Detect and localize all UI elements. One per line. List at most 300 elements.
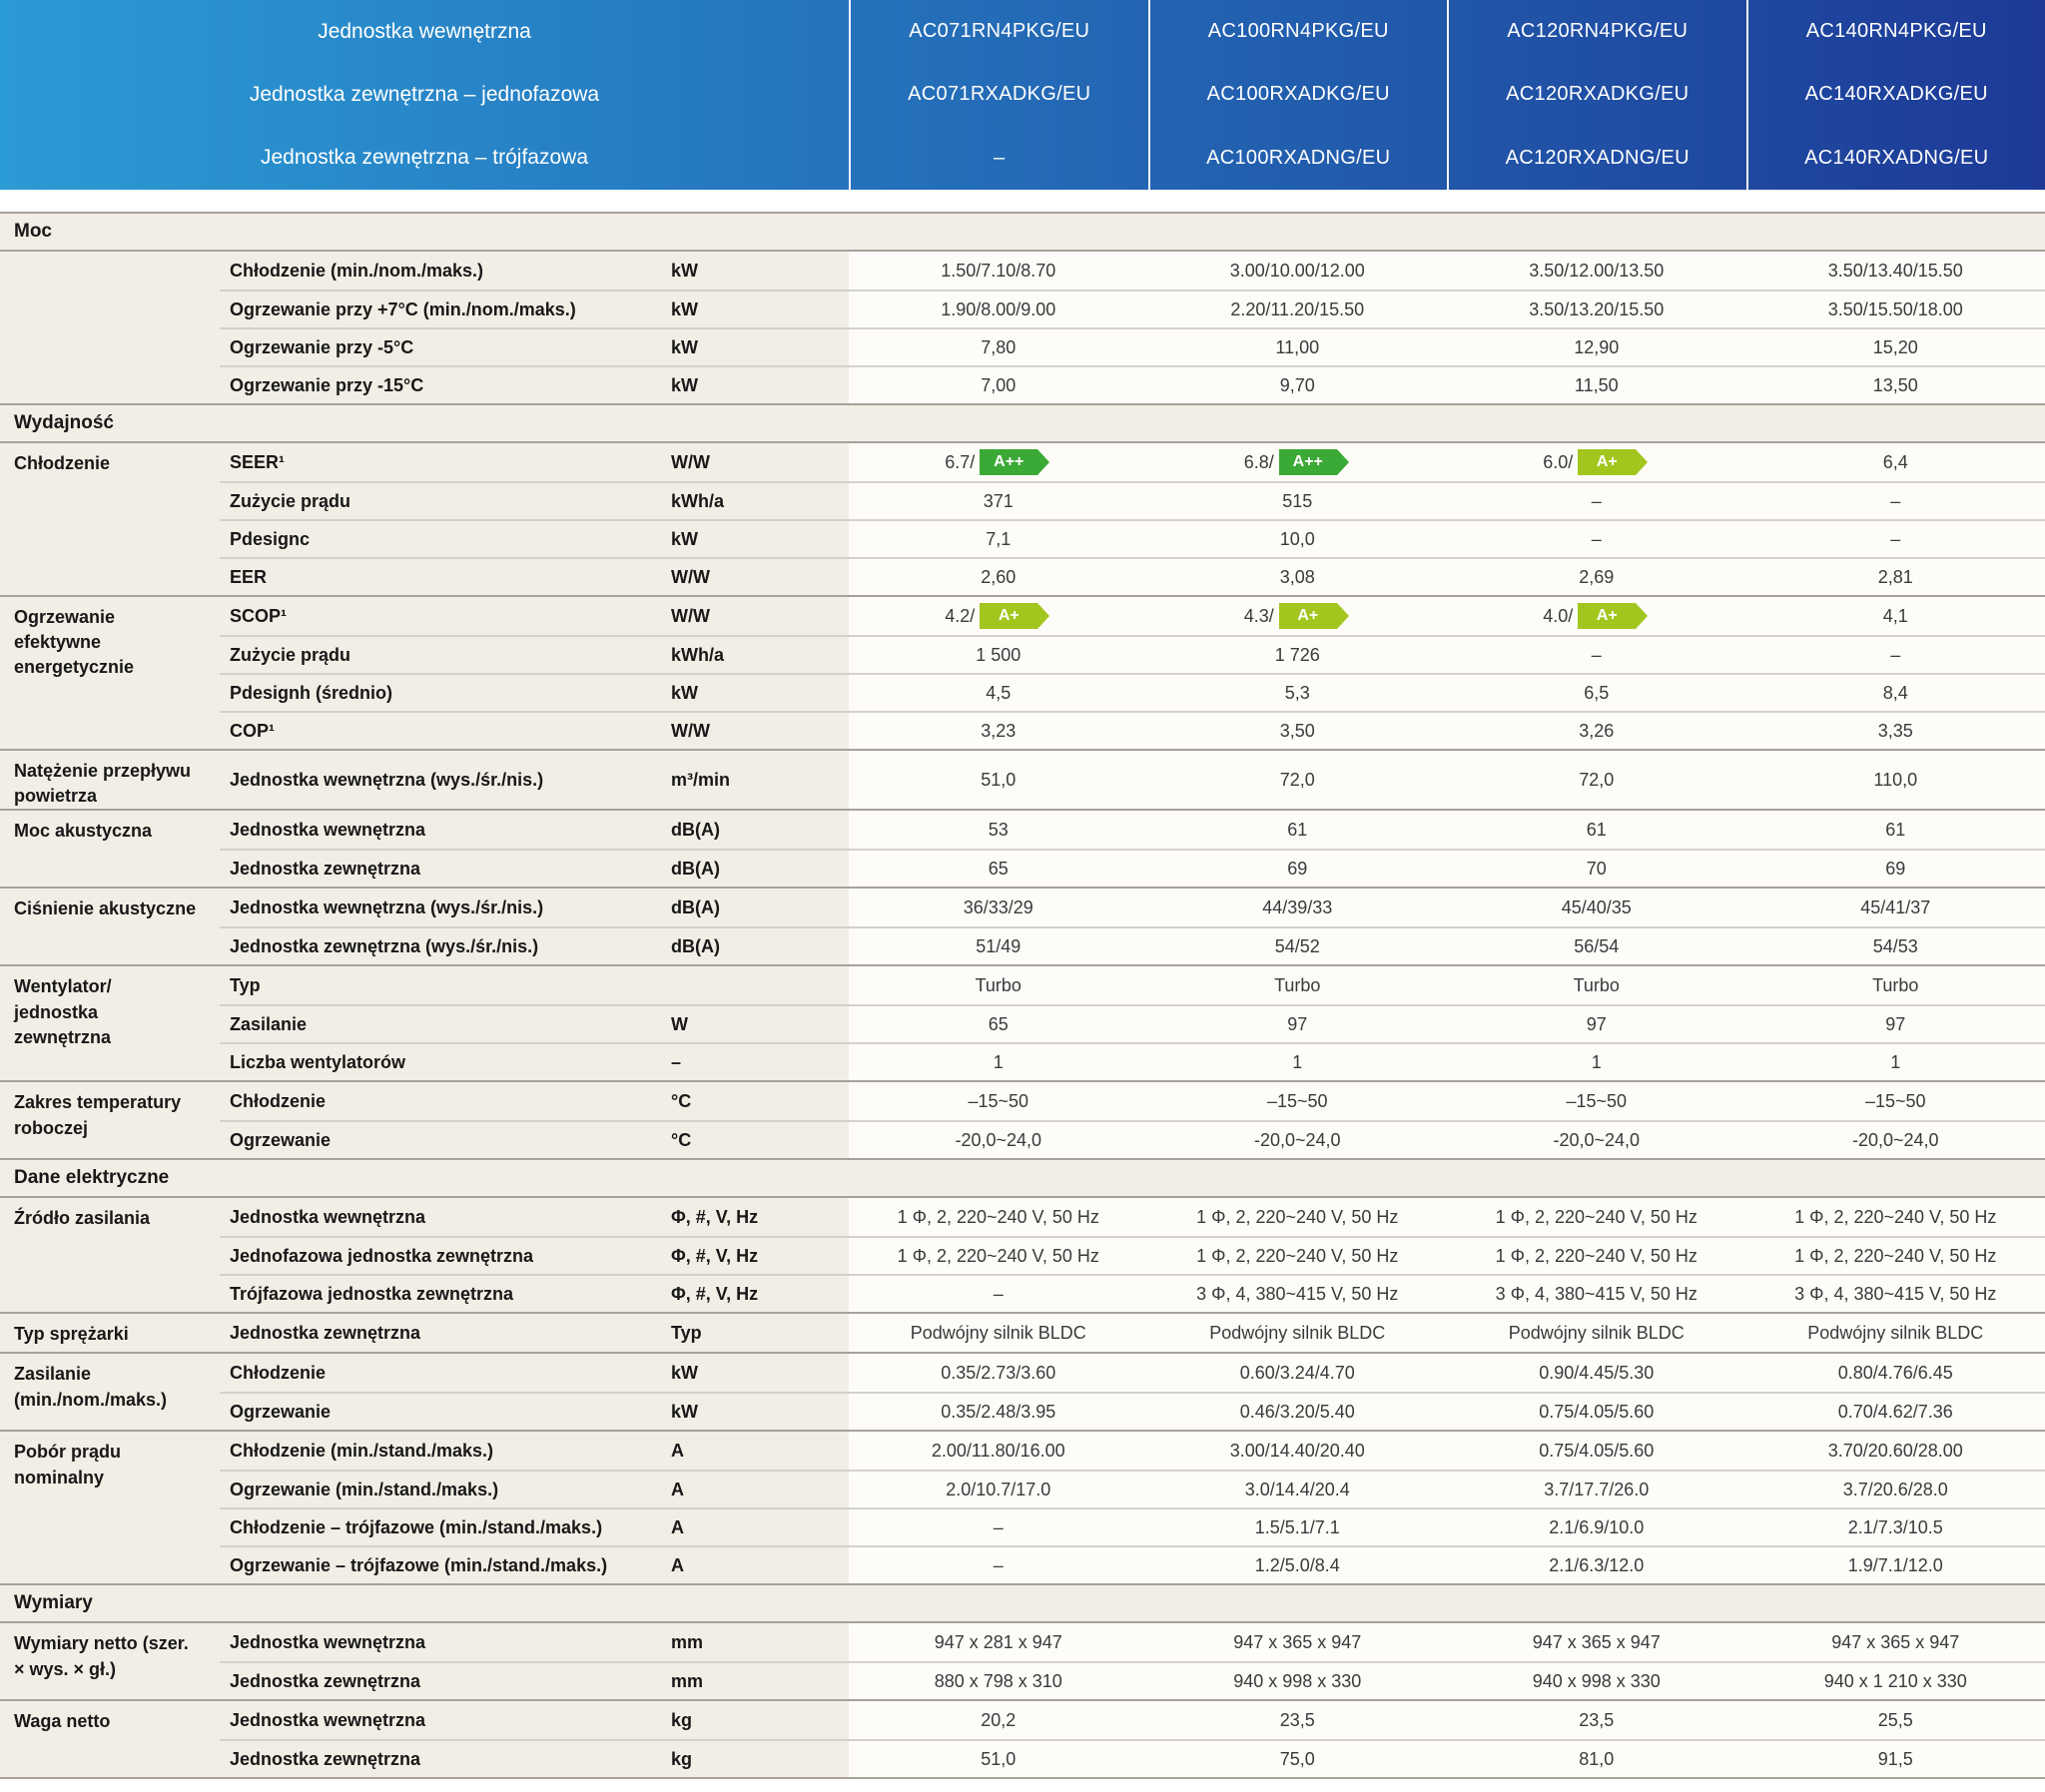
value-cell: 1 Φ, 2, 220~240 V, 50 Hz: [1746, 1198, 2045, 1236]
value-cell: 72,0: [1447, 751, 1746, 809]
value-cell: [1148, 443, 1448, 481]
value-cell: Podwójny silnik BLDC: [1447, 1314, 1746, 1352]
value-cell: 6,5: [1447, 675, 1746, 711]
table-row: [220, 1314, 2045, 1352]
value-cell: 70: [1447, 851, 1746, 887]
value-cell: 3,26: [1447, 713, 1746, 749]
unit-cell: W/W: [659, 559, 849, 595]
value-cell: –: [1447, 637, 1746, 673]
value-cell: Turbo: [1148, 966, 1448, 1004]
value-cell: –15~50: [1746, 1082, 2045, 1120]
value-cell: 110,0: [1746, 751, 2045, 809]
category-label: Źródło zasilania: [14, 1208, 151, 1229]
table-row: [220, 811, 2045, 849]
value-cell: 7,80: [849, 329, 1148, 365]
value-cell: 61: [1148, 811, 1448, 849]
value-cell: 11,00: [1148, 329, 1448, 365]
category-cell: [0, 1198, 220, 1312]
model-number: AC120RXADKG/EU: [1506, 83, 1690, 106]
value-cell: 3.7/17.7/26.0: [1447, 1472, 1746, 1507]
unit-cell: A: [659, 1547, 849, 1583]
value-cell: 2,60: [849, 559, 1148, 595]
value-cell: –: [849, 1509, 1148, 1545]
category-cell: [0, 811, 220, 887]
table-row: [220, 1120, 2045, 1158]
value-cell: 3,50: [1148, 713, 1448, 749]
value-cell: 0.60/3.24/4.70: [1148, 1354, 1448, 1392]
category-label: Waga netto: [14, 1711, 111, 1732]
spec-label: Ogrzewanie przy +7°C (min./nom./maks.): [220, 292, 659, 327]
value-cell: 2.1/7.3/10.5: [1746, 1509, 2045, 1545]
group-rows: [220, 966, 2045, 1080]
value-cell: 12,90: [1447, 329, 1746, 365]
value-cell: -20,0~24,0: [1148, 1122, 1448, 1158]
value-cell: 0.75/4.05/5.60: [1447, 1394, 1746, 1430]
value-cell: 20,2: [849, 1701, 1148, 1739]
category-cell: [0, 1314, 220, 1352]
value-cell: 3.50/13.20/15.50: [1447, 292, 1746, 327]
table-row: [220, 1004, 2045, 1042]
value-cell: 15,20: [1746, 329, 2045, 365]
model-number: AC140RXADNG/EU: [1804, 146, 1989, 169]
value-cell: 7,1: [849, 521, 1148, 557]
value-cell: 2.20/11.20/15.50: [1148, 292, 1448, 327]
value-cell: 25,5: [1746, 1701, 2045, 1739]
value-cell: 947 x 365 x 947: [1447, 1623, 1746, 1661]
section-title: Wymiary: [14, 1592, 93, 1614]
value-cell: 23,5: [1148, 1701, 1448, 1739]
spec-label: Jednostka wewnętrzna (wys./śr./nis.): [220, 751, 659, 809]
value-cell: Podwójny silnik BLDC: [1746, 1314, 2045, 1352]
model-column: [849, 0, 1148, 190]
table-row: [220, 1354, 2045, 1392]
table-row: [220, 597, 2045, 635]
spec-label: Jednofazowa jednostka zewnętrzna: [220, 1238, 659, 1274]
value-cell: 45/41/37: [1746, 889, 2045, 926]
spec-table: [0, 212, 2045, 1779]
value-cell: 61: [1447, 811, 1746, 849]
table-row: [220, 1274, 2045, 1312]
value-cell: 1.5/5.1/7.1: [1148, 1509, 1448, 1545]
value-cell: 3.50/13.40/15.50: [1746, 252, 2045, 290]
value-cell: –: [1447, 521, 1746, 557]
model-number: AC071RXADKG/EU: [908, 83, 1091, 106]
value-cell: 51/49: [849, 928, 1148, 964]
value-cell: 3 Φ, 4, 380~415 V, 50 Hz: [1746, 1276, 2045, 1312]
value-cell: 1: [1746, 1044, 2045, 1080]
spec-group: [0, 252, 2045, 403]
value-cell: 61: [1746, 811, 2045, 849]
value-cell: 1.9/7.1/12.0: [1746, 1547, 2045, 1583]
value-cell: 1 Φ, 2, 220~240 V, 50 Hz: [1447, 1238, 1746, 1274]
spec-label: Chłodzenie (min./nom./maks.): [220, 252, 659, 290]
value-cell: 2.1/6.9/10.0: [1447, 1509, 1746, 1545]
energy-class-badge: A++: [980, 449, 1037, 475]
value-cell: 11,50: [1447, 367, 1746, 403]
spec-group: [0, 443, 2045, 595]
value-cell: 940 x 1 210 x 330: [1746, 1663, 2045, 1699]
unit-cell: kg: [659, 1741, 849, 1777]
model-column: [1746, 0, 2045, 190]
spec-label: Chłodzenie (min./stand./maks.): [220, 1432, 659, 1470]
unit-cell: W/W: [659, 597, 849, 635]
unit-cell: kW: [659, 1394, 849, 1430]
section-header: [0, 1583, 2045, 1623]
value-cell: 69: [1148, 851, 1448, 887]
category-label: Pobór prądu nominalny: [14, 1442, 121, 1488]
table-row: [220, 889, 2045, 926]
unit-cell: [659, 966, 849, 1004]
table-row: [220, 1701, 2045, 1739]
unit-cell: kWh/a: [659, 483, 849, 519]
value-cell: 0.35/2.48/3.95: [849, 1394, 1148, 1430]
category-cell: [0, 1701, 220, 1777]
table-row: [220, 1042, 2045, 1080]
value-cell: 65: [849, 1006, 1148, 1042]
unit-cell: W: [659, 1006, 849, 1042]
value-cell: 36/33/29: [849, 889, 1148, 926]
category-cell: [0, 1623, 220, 1699]
header-row-labels: [0, 0, 849, 190]
value-cell: 940 x 998 x 330: [1447, 1663, 1746, 1699]
table-row: [220, 327, 2045, 365]
value-cell: 0.46/3.20/5.40: [1148, 1394, 1448, 1430]
value-cell: 371: [849, 483, 1148, 519]
table-row: [220, 481, 2045, 519]
value-cell: 97: [1447, 1006, 1746, 1042]
group-rows: [220, 1314, 2045, 1352]
model-column: [1148, 0, 1448, 190]
category-cell: [0, 889, 220, 964]
spec-label: Pdesignc: [220, 521, 659, 557]
value-cell: -20,0~24,0: [849, 1122, 1148, 1158]
model-number: AC071RN4PKG/EU: [909, 20, 1090, 43]
value-cell: Podwójny silnik BLDC: [1148, 1314, 1448, 1352]
unit-cell: dB(A): [659, 811, 849, 849]
value-cell: Turbo: [1447, 966, 1746, 1004]
category-cell: [0, 966, 220, 1080]
category-label: Natężenie przepływu powietrza: [14, 761, 192, 807]
value-cell: 1 726: [1148, 637, 1448, 673]
table-header: [0, 0, 2045, 190]
energy-class-badge: A+: [1279, 603, 1337, 629]
category-label: Zasilanie (min./nom./maks.): [14, 1364, 168, 1410]
group-rows: [220, 1701, 2045, 1777]
header-row-label: Jednostka zewnętrzna – jednofazowa: [249, 82, 600, 106]
value-cell: -20,0~24,0: [1447, 1122, 1746, 1158]
table-row: [220, 1507, 2045, 1545]
header-row-label: Jednostka wewnętrzna: [318, 19, 531, 43]
value-cell: 5,3: [1148, 675, 1448, 711]
table-row: [220, 926, 2045, 964]
value-cell: 2,69: [1447, 559, 1746, 595]
value-cell: 940 x 998 x 330: [1148, 1663, 1448, 1699]
table-row: [220, 1545, 2045, 1583]
header-gap: [0, 190, 2045, 212]
value-cell: 0.90/4.45/5.30: [1447, 1354, 1746, 1392]
value-cell: 51,0: [849, 1741, 1148, 1777]
spec-label: Chłodzenie – trójfazowe (min./stand./maks.): [220, 1509, 659, 1545]
spec-label: Ogrzewanie (min./stand./maks.): [220, 1472, 659, 1507]
value-cell: 1 Φ, 2, 220~240 V, 50 Hz: [849, 1238, 1148, 1274]
value-cell: 3,35: [1746, 713, 2045, 749]
value-cell: 65: [849, 851, 1148, 887]
category-label: Moc akustyczna: [14, 821, 153, 842]
unit-cell: kWh/a: [659, 637, 849, 673]
value-cell: 1.50/7.10/8.70: [849, 252, 1148, 290]
energy-class-badge: A+: [1578, 449, 1636, 475]
unit-cell: °C: [659, 1122, 849, 1158]
unit-cell: mm: [659, 1623, 849, 1661]
unit-cell: A: [659, 1472, 849, 1507]
unit-cell: W/W: [659, 443, 849, 481]
value-cell: –: [1447, 483, 1746, 519]
spec-label: Typ: [220, 966, 659, 1004]
category-label: Ciśnienie akustyczne: [14, 898, 197, 919]
spec-label: Ogrzewanie: [220, 1122, 659, 1158]
value-cell: 3.70/20.60/28.00: [1746, 1432, 2045, 1470]
category-label: Wymiary netto (szer. × wys. × gł.): [14, 1633, 189, 1679]
spec-label: Jednostka zewnętrzna: [220, 851, 659, 887]
category-label: Wentylator/ jednostka zewnętrzna: [14, 976, 112, 1047]
group-rows: [220, 1082, 2045, 1158]
value-cell: 3,23: [849, 713, 1148, 749]
unit-cell: kW: [659, 1354, 849, 1392]
value-cell: 3.0/14.4/20.4: [1148, 1472, 1448, 1507]
value-cell: 45/40/35: [1447, 889, 1746, 926]
value-cell: –15~50: [849, 1082, 1148, 1120]
category-cell: [0, 1082, 220, 1158]
value-cell: 3.50/15.50/18.00: [1746, 292, 2045, 327]
table-row: [220, 849, 2045, 887]
table-row: [220, 1198, 2045, 1236]
unit-cell: A: [659, 1432, 849, 1470]
category-cell: [0, 1432, 220, 1583]
spec-label: Zużycie prądu: [220, 637, 659, 673]
value-cell: 6,4: [1746, 443, 2045, 481]
spec-label: Pdesignh (średnio): [220, 675, 659, 711]
category-label: Ogrzewanie efektywne energetycznie: [14, 607, 135, 678]
value-cell: 53: [849, 811, 1148, 849]
value-cell: -20,0~24,0: [1746, 1122, 2045, 1158]
spec-label: Jednostka wewnętrzna: [220, 811, 659, 849]
group-rows: [220, 597, 2045, 749]
spec-label: Jednostka wewnętrzna: [220, 1198, 659, 1236]
table-row: [220, 365, 2045, 403]
unit-cell: kW: [659, 367, 849, 403]
value-cell: 947 x 281 x 947: [849, 1623, 1148, 1661]
unit-cell: m³/min: [659, 751, 849, 809]
table-row: [220, 673, 2045, 711]
group-rows: [220, 811, 2045, 887]
value-cell: 1 Φ, 2, 220~240 V, 50 Hz: [1447, 1198, 1746, 1236]
category-cell: [0, 1354, 220, 1430]
table-row: [220, 443, 2045, 481]
value-cell: 3.00/10.00/12.00: [1148, 252, 1448, 290]
value-cell: [849, 597, 1148, 635]
unit-cell: kg: [659, 1701, 849, 1739]
value-cell: 97: [1746, 1006, 2045, 1042]
spec-label: COP¹: [220, 713, 659, 749]
spec-label: Zasilanie: [220, 1006, 659, 1042]
table-row: [220, 1661, 2045, 1699]
spec-label: Jednostka wewnętrzna: [220, 1701, 659, 1739]
spec-group: [0, 1430, 2045, 1583]
section-header: [0, 1158, 2045, 1198]
value-cell: 2.1/6.3/12.0: [1447, 1547, 1746, 1583]
value-cell: Turbo: [849, 966, 1148, 1004]
spec-group: [0, 1080, 2045, 1158]
unit-cell: Φ, #, V, Hz: [659, 1276, 849, 1312]
spec-group: [0, 1623, 2045, 1699]
spec-group: [0, 964, 2045, 1080]
value-cell: [1447, 597, 1746, 635]
category-cell: [0, 597, 220, 749]
value-cell: [1148, 597, 1448, 635]
value-cell: [849, 443, 1148, 481]
spec-label: EER: [220, 559, 659, 595]
energy-value: 4.0/: [1543, 605, 1574, 626]
model-number: AC100RXADNG/EU: [1206, 146, 1391, 169]
energy-class-badge: A+: [1578, 603, 1636, 629]
unit-cell: dB(A): [659, 928, 849, 964]
category-label: Zakres temperatury roboczej: [14, 1092, 182, 1138]
value-cell: 69: [1746, 851, 2045, 887]
energy-value: 6.7/: [945, 451, 976, 472]
unit-cell: Φ, #, V, Hz: [659, 1238, 849, 1274]
spec-group: [0, 1699, 2045, 1777]
table-row: [220, 1236, 2045, 1274]
value-cell: 72,0: [1148, 751, 1448, 809]
unit-cell: –: [659, 1044, 849, 1080]
value-cell: –: [1746, 521, 2045, 557]
model-number: AC140RN4PKG/EU: [1805, 20, 1987, 43]
value-cell: –15~50: [1148, 1082, 1448, 1120]
value-cell: 4,1: [1746, 597, 2045, 635]
value-cell: 2.0/10.7/17.0: [849, 1472, 1148, 1507]
value-cell: 91,5: [1746, 1741, 2045, 1777]
spec-label: Ogrzewanie – trójfazowe (min./stand./maks.): [220, 1547, 659, 1583]
value-cell: 0.75/4.05/5.60: [1447, 1432, 1746, 1470]
value-cell: 515: [1148, 483, 1448, 519]
value-cell: 3.00/14.40/20.40: [1148, 1432, 1448, 1470]
value-cell: 0.80/4.76/6.45: [1746, 1354, 2045, 1392]
unit-cell: W/W: [659, 713, 849, 749]
spec-group: [0, 1312, 2045, 1352]
spec-label: Chłodzenie: [220, 1354, 659, 1392]
spec-label: Liczba wentylatorów: [220, 1044, 659, 1080]
value-cell: 2.00/11.80/16.00: [849, 1432, 1148, 1470]
unit-cell: kW: [659, 252, 849, 290]
value-cell: –: [849, 1276, 1148, 1312]
table-row: [220, 751, 2045, 809]
section-title: Dane elektryczne: [14, 1167, 170, 1189]
group-rows: [220, 1354, 2045, 1430]
value-cell: 44/39/33: [1148, 889, 1448, 926]
section-title: Moc: [14, 221, 52, 242]
unit-cell: mm: [659, 1663, 849, 1699]
value-cell: Turbo: [1746, 966, 2045, 1004]
model-column: [1447, 0, 1746, 190]
value-cell: 75,0: [1148, 1741, 1448, 1777]
energy-class-badge: A++: [1279, 449, 1337, 475]
group-rows: [220, 252, 2045, 403]
model-number: AC120RN4PKG/EU: [1507, 20, 1689, 43]
value-cell: 1.90/8.00/9.00: [849, 292, 1148, 327]
section-title: Wydajność: [14, 412, 114, 433]
spec-label: Jednostka zewnętrzna: [220, 1663, 659, 1699]
unit-cell: kW: [659, 521, 849, 557]
value-cell: 0.70/4.62/7.36: [1746, 1394, 2045, 1430]
spec-group: [0, 749, 2045, 809]
unit-cell: °C: [659, 1082, 849, 1120]
spec-label: SCOP¹: [220, 597, 659, 635]
energy-value: 4.3/: [1243, 605, 1274, 626]
spec-label: SEER¹: [220, 443, 659, 481]
section-header: [0, 212, 2045, 252]
value-cell: 1: [1148, 1044, 1448, 1080]
spec-label: Ogrzewanie przy -15°C: [220, 367, 659, 403]
value-cell: 54/53: [1746, 928, 2045, 964]
spec-label: Jednostka zewnętrzna: [220, 1314, 659, 1352]
table-row: [220, 1739, 2045, 1777]
value-cell: 3.7/20.6/28.0: [1746, 1472, 2045, 1507]
table-row: [220, 711, 2045, 749]
table-row: [220, 557, 2045, 595]
category-label: Chłodzenie: [14, 453, 111, 473]
spec-label: Jednostka wewnętrzna (wys./śr./nis.): [220, 889, 659, 926]
spec-label: Trójfazowa jednostka zewnętrzna: [220, 1276, 659, 1312]
table-row: [220, 290, 2045, 327]
value-cell: 1 Φ, 2, 220~240 V, 50 Hz: [1746, 1238, 2045, 1274]
energy-class-badge: A+: [980, 603, 1037, 629]
spec-label: Ogrzewanie: [220, 1394, 659, 1430]
group-rows: [220, 1198, 2045, 1312]
spec-label: Jednostka zewnętrzna (wys./śr./nis.): [220, 928, 659, 964]
value-cell: 3 Φ, 4, 380~415 V, 50 Hz: [1447, 1276, 1746, 1312]
unit-cell: dB(A): [659, 851, 849, 887]
model-number: –: [994, 146, 1006, 169]
value-cell: 9,70: [1148, 367, 1448, 403]
value-cell: 947 x 365 x 947: [1148, 1623, 1448, 1661]
table-row: [220, 1623, 2045, 1661]
value-cell: 1 Φ, 2, 220~240 V, 50 Hz: [849, 1198, 1148, 1236]
spec-label: Jednostka zewnętrzna: [220, 1741, 659, 1777]
group-rows: [220, 889, 2045, 964]
model-number: AC140RXADKG/EU: [1804, 83, 1988, 106]
value-cell: 7,00: [849, 367, 1148, 403]
value-cell: 13,50: [1746, 367, 2045, 403]
unit-cell: A: [659, 1509, 849, 1545]
value-cell: 1 500: [849, 637, 1148, 673]
value-cell: 2,81: [1746, 559, 2045, 595]
spec-label: Chłodzenie: [220, 1082, 659, 1120]
unit-cell: dB(A): [659, 889, 849, 926]
value-cell: 1 Φ, 2, 220~240 V, 50 Hz: [1148, 1238, 1448, 1274]
unit-cell: Typ: [659, 1314, 849, 1352]
table-row: [220, 1432, 2045, 1470]
group-rows: [220, 751, 2045, 809]
spec-group: [0, 887, 2045, 964]
value-cell: 947 x 365 x 947: [1746, 1623, 2045, 1661]
header-row-label: Jednostka zewnętrzna – trójfazowa: [260, 146, 588, 170]
group-rows: [220, 1623, 2045, 1699]
category-cell: [0, 252, 220, 403]
value-cell: 1 Φ, 2, 220~240 V, 50 Hz: [1148, 1198, 1448, 1236]
spec-group: [0, 1352, 2045, 1430]
unit-cell: kW: [659, 329, 849, 365]
category-label: Typ sprężarki: [14, 1324, 129, 1345]
